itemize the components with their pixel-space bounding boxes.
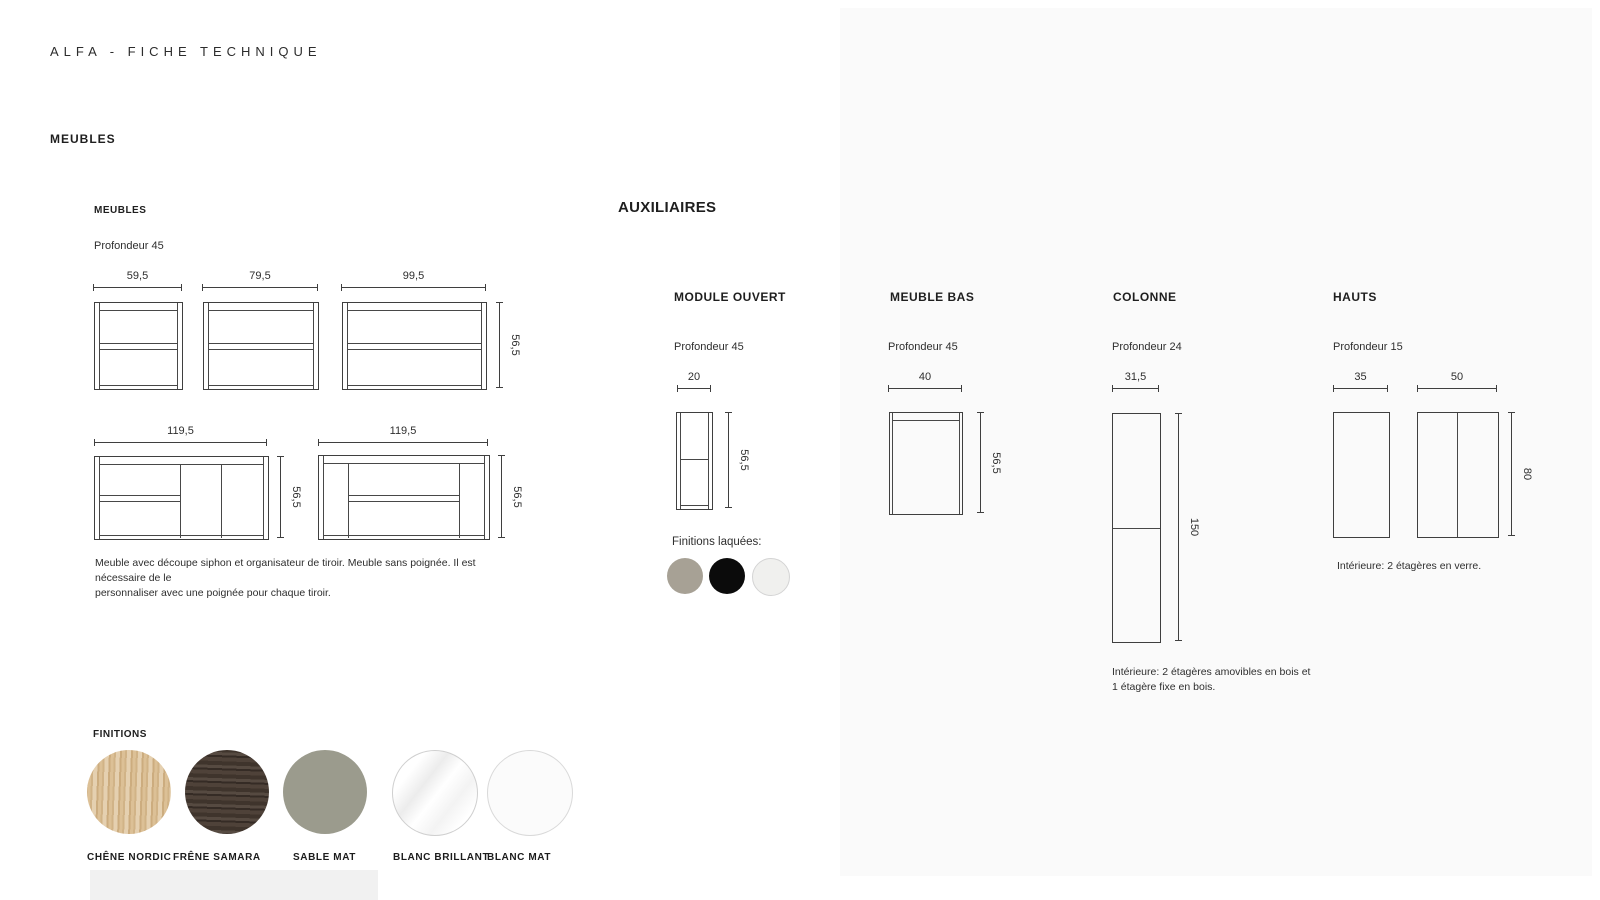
dim-label: 40	[918, 371, 932, 383]
dim-label: 56,5	[738, 449, 750, 471]
meuble-bas-depth: Profondeur 45	[888, 341, 958, 353]
module-ouvert-title: MODULE OUVERT	[674, 290, 786, 304]
dim-label: 150	[1188, 517, 1200, 537]
meubles-depth-label: Profondeur 45	[94, 240, 164, 252]
meuble-bas-title: MEUBLE BAS	[890, 290, 975, 304]
width-dimension	[202, 270, 318, 291]
hauts-note: Intérieure: 2 étagères en verre.	[1337, 560, 1482, 572]
finish-label-chene-nordic: CHÊNE NORDIC	[87, 852, 172, 863]
dim-label: 56,5	[511, 485, 523, 508]
finish-label-frene-samara: FRÊNE SAMARA	[173, 852, 261, 863]
bottom-page-strip	[90, 870, 378, 900]
height-dimension	[277, 456, 302, 538]
dim-label: 59,5	[126, 270, 149, 282]
finitions-label: FINITIONS	[93, 729, 147, 740]
hauts-title: HAUTS	[1333, 290, 1377, 304]
finish-swatch-frene-samara	[185, 750, 269, 834]
width-dimension	[94, 425, 267, 446]
finish-swatch-blanc-mat	[487, 750, 573, 836]
width-dimension	[677, 371, 711, 392]
module-ouvert-drawing	[676, 412, 713, 510]
height-dimension	[498, 455, 523, 538]
dim-label: 80	[1521, 467, 1533, 481]
meuble-bas-drawing	[889, 412, 963, 515]
dim-label: 56,5	[290, 486, 302, 508]
dim-label: 79,5	[249, 270, 271, 282]
dim-label: 35	[1354, 371, 1367, 383]
hauts-depth: Profondeur 15	[1333, 341, 1403, 353]
finish-swatch-sable-mat	[283, 750, 367, 834]
meubles-note: Meuble avec découpe siphon et organisateur de tiroir. Meuble sans poignée. Il est nécessaire de le personnaliser avec une poignée pour chaque tiroir.	[95, 557, 476, 600]
cabinet-drawing-79	[203, 302, 319, 390]
laque-swatch-sable	[667, 558, 703, 594]
cabinet-drawing-119-right	[318, 455, 490, 540]
finish-label-blanc-mat: BLANC MAT	[487, 852, 552, 863]
colonne-drawing	[1112, 413, 1161, 643]
width-dimension	[341, 270, 486, 291]
laque-swatch-noir	[709, 558, 745, 594]
finish-label-sable-mat: SABLE MAT	[293, 852, 356, 863]
width-dimension	[1112, 371, 1159, 392]
section-header-meubles: MEUBLES	[50, 132, 116, 146]
colonne-note: Intérieure: 2 étagères amovibles en bois et 1 étagère fixe en bois.	[1112, 666, 1311, 694]
page-title: ALFA - FICHE TECHNIQUE	[50, 44, 322, 59]
dim-label: 56,5	[990, 451, 1002, 474]
cabinet-drawing-59	[94, 302, 183, 390]
cabinet-drawing-119-left	[94, 456, 269, 540]
hauts-drawing-35	[1333, 412, 1390, 538]
width-dimension	[1417, 371, 1497, 392]
dim-label: 50	[1450, 371, 1464, 383]
dim-label: 119,5	[389, 425, 417, 437]
colonne-title: COLONNE	[1113, 290, 1177, 304]
auxiliaires-title: AUXILIAIRES	[618, 199, 717, 216]
hauts-drawing-50	[1417, 412, 1499, 538]
height-dimension	[496, 302, 521, 388]
finish-label-blanc-brillant: BLANC BRILLANT	[393, 852, 490, 863]
finish-swatch-blanc-brillant	[392, 750, 478, 836]
height-dimension	[977, 412, 1002, 513]
height-dimension	[725, 412, 750, 508]
height-dimension	[1175, 413, 1200, 641]
dim-label: 20	[687, 371, 701, 383]
module-ouvert-depth: Profondeur 45	[674, 341, 744, 353]
dim-label: 31,5	[1124, 371, 1147, 383]
meubles-sublabel: MEUBLES	[94, 205, 147, 216]
width-dimension	[318, 425, 488, 446]
dim-label: 99,5	[402, 270, 425, 282]
colonne-depth: Profondeur 24	[1112, 341, 1182, 353]
width-dimension	[93, 270, 182, 291]
laque-finishes-label: Finitions laquées:	[672, 536, 762, 548]
laque-swatch-blanc	[752, 558, 790, 596]
dim-label: 56,5	[509, 334, 521, 356]
cabinet-drawing-99	[342, 302, 487, 390]
dim-label: 119,5	[167, 425, 194, 437]
width-dimension	[1333, 371, 1388, 392]
finish-swatch-chene-nordic	[87, 750, 171, 834]
width-dimension	[888, 371, 962, 392]
height-dimension	[1508, 412, 1533, 536]
